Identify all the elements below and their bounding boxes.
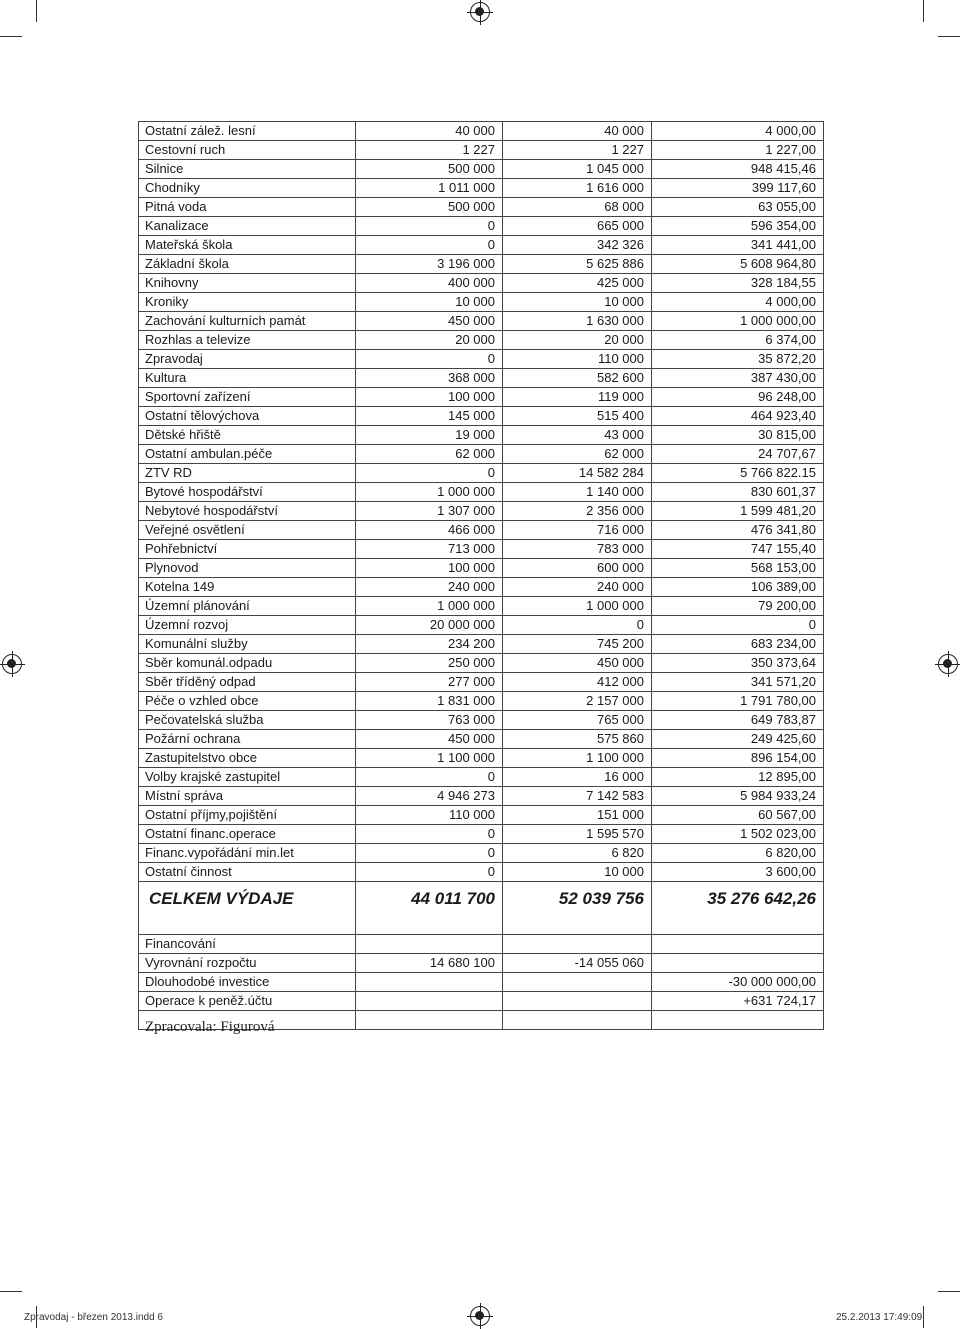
table-row xyxy=(139,217,824,236)
total-row xyxy=(139,882,824,917)
row-label: Zachování kulturních památ xyxy=(139,312,356,331)
actual-spending-cell: 350 373,64 xyxy=(652,654,824,673)
total-section xyxy=(139,882,824,935)
approved-budget-cell: 450 000 xyxy=(356,312,503,331)
actual-spending-cell: 5 984 933,24 xyxy=(652,787,824,806)
crop-mark-bottom-left-h xyxy=(0,1291,22,1292)
approved-budget-cell: 1 307 000 xyxy=(356,502,503,521)
expense-rows xyxy=(139,122,824,882)
actual-spending-cell: 249 425,60 xyxy=(652,730,824,749)
crop-mark-top-left-h xyxy=(0,36,22,37)
row-label: Rozhlas a televize xyxy=(139,331,356,350)
approved-budget-cell: 4 946 273 xyxy=(356,787,503,806)
total-actual: 35 276 642,26 xyxy=(652,882,824,917)
table-row xyxy=(139,540,824,559)
adjusted-budget-cell: 665 000 xyxy=(503,217,652,236)
financing-row xyxy=(139,992,824,1011)
adjusted-budget-cell: 425 000 xyxy=(503,274,652,293)
adjusted-budget-cell: 600 000 xyxy=(503,559,652,578)
row-label: Pečovatelská služba xyxy=(139,711,356,730)
approved-budget-cell: 0 xyxy=(356,863,503,882)
total-approved: 44 011 700 xyxy=(356,882,503,917)
row-label: Pohřebnictví xyxy=(139,540,356,559)
approved-budget-cell: 1 000 000 xyxy=(356,597,503,616)
actual-spending-cell: 649 783,87 xyxy=(652,711,824,730)
table-row xyxy=(139,407,824,426)
prepared-by-credit: Zpracovala: Figurová xyxy=(145,1019,275,1035)
crop-mark-bottom-right-h xyxy=(938,1291,960,1292)
approved-budget-cell: 20 000 000 xyxy=(356,616,503,635)
row-label: Péče o vzhled obce xyxy=(139,692,356,711)
approved-budget-cell: 368 000 xyxy=(356,369,503,388)
row-label: Ostatní tělovýchova xyxy=(139,407,356,426)
actual-spending-cell xyxy=(652,1011,824,1030)
registration-mark-icon xyxy=(2,654,22,674)
approved-budget-cell: 100 000 xyxy=(356,388,503,407)
actual-spending-cell: 1 502 023,00 xyxy=(652,825,824,844)
row-label: Silnice xyxy=(139,160,356,179)
table-row xyxy=(139,654,824,673)
table-row xyxy=(139,160,824,179)
actual-spending-cell: 6 374,00 xyxy=(652,331,824,350)
table-row xyxy=(139,578,824,597)
table-row xyxy=(139,312,824,331)
row-label: Kanalizace xyxy=(139,217,356,236)
actual-spending-cell: 1 000 000,00 xyxy=(652,312,824,331)
table-row xyxy=(139,635,824,654)
row-label: Ostatní zálež. lesní xyxy=(139,122,356,141)
table-row xyxy=(139,502,824,521)
row-label: Komunální služby xyxy=(139,635,356,654)
table-row xyxy=(139,692,824,711)
table-row xyxy=(139,559,824,578)
actual-spending-cell: 341 441,00 xyxy=(652,236,824,255)
approved-budget-cell xyxy=(356,973,503,992)
actual-spending-cell: 399 117,60 xyxy=(652,179,824,198)
adjusted-budget-cell: 1 227 xyxy=(503,141,652,160)
adjusted-budget-cell: 14 582 284 xyxy=(503,464,652,483)
approved-budget-cell: 1 000 000 xyxy=(356,483,503,502)
adjusted-budget-cell: 110 000 xyxy=(503,350,652,369)
actual-spending-cell: +631 724,17 xyxy=(652,992,824,1011)
actual-spending-cell: 4 000,00 xyxy=(652,122,824,141)
table-row xyxy=(139,464,824,483)
footer-file-name: Zpravodaj - březen 2013.indd 6 xyxy=(24,1312,163,1323)
adjusted-budget-cell: 1 595 570 xyxy=(503,825,652,844)
approved-budget-cell: 20 000 xyxy=(356,331,503,350)
table-row xyxy=(139,445,824,464)
crop-mark-top-right-h xyxy=(938,36,960,37)
approved-budget-cell xyxy=(356,1011,503,1030)
table-row xyxy=(139,749,824,768)
actual-spending-cell: 464 923,40 xyxy=(652,407,824,426)
row-label: Územní plánování xyxy=(139,597,356,616)
table-row xyxy=(139,141,824,160)
actual-spending-cell: 568 153,00 xyxy=(652,559,824,578)
table-row xyxy=(139,293,824,312)
adjusted-budget-cell: 40 000 xyxy=(503,122,652,141)
row-label: Základní škola xyxy=(139,255,356,274)
adjusted-budget-cell: 716 000 xyxy=(503,521,652,540)
approved-budget-cell: 0 xyxy=(356,768,503,787)
actual-spending-cell: 60 567,00 xyxy=(652,806,824,825)
actual-spending-cell: 387 430,00 xyxy=(652,369,824,388)
table-row xyxy=(139,483,824,502)
approved-budget-cell: 145 000 xyxy=(356,407,503,426)
actual-spending-cell: 4 000,00 xyxy=(652,293,824,312)
actual-spending-cell: 948 415,46 xyxy=(652,160,824,179)
total-adjusted: 52 039 756 xyxy=(503,882,652,917)
approved-budget-cell: 3 196 000 xyxy=(356,255,503,274)
actual-spending-cell: 6 820,00 xyxy=(652,844,824,863)
actual-spending-cell: 830 601,37 xyxy=(652,483,824,502)
adjusted-budget-cell: 342 326 xyxy=(503,236,652,255)
adjusted-budget-cell: 10 000 xyxy=(503,863,652,882)
table-row xyxy=(139,426,824,445)
approved-budget-cell: 0 xyxy=(356,844,503,863)
row-label: Ostatní ambulan.péče xyxy=(139,445,356,464)
table-row xyxy=(139,825,824,844)
approved-budget-cell: 62 000 xyxy=(356,445,503,464)
registration-mark-icon xyxy=(470,2,490,22)
row-label: Knihovny xyxy=(139,274,356,293)
approved-budget-cell: 14 680 100 xyxy=(356,954,503,973)
table-row xyxy=(139,179,824,198)
adjusted-budget-cell: 1 100 000 xyxy=(503,749,652,768)
row-label: Bytové hospodářství xyxy=(139,483,356,502)
table-row xyxy=(139,198,824,217)
registration-mark-icon xyxy=(470,1306,490,1326)
table-row xyxy=(139,863,824,882)
table-row xyxy=(139,597,824,616)
adjusted-budget-cell: 450 000 xyxy=(503,654,652,673)
adjusted-budget-cell: 745 200 xyxy=(503,635,652,654)
row-label: Cestovní ruch xyxy=(139,141,356,160)
adjusted-budget-cell: 582 600 xyxy=(503,369,652,388)
approved-budget-cell xyxy=(356,992,503,1011)
approved-budget-cell: 500 000 xyxy=(356,198,503,217)
adjusted-budget-cell: 1 045 000 xyxy=(503,160,652,179)
row-label: Volby krajské zastupitel xyxy=(139,768,356,787)
adjusted-budget-cell: 119 000 xyxy=(503,388,652,407)
row-label: Požární ochrana xyxy=(139,730,356,749)
adjusted-budget-cell: 10 000 xyxy=(503,293,652,312)
adjusted-budget-cell: 1 000 000 xyxy=(503,597,652,616)
adjusted-budget-cell: -14 055 060 xyxy=(503,954,652,973)
row-label: Kotelna 149 xyxy=(139,578,356,597)
approved-budget-cell: 240 000 xyxy=(356,578,503,597)
actual-spending-cell: 1 227,00 xyxy=(652,141,824,160)
actual-spending-cell: 683 234,00 xyxy=(652,635,824,654)
adjusted-budget-cell: 16 000 xyxy=(503,768,652,787)
row-label: Ostatní příjmy,pojištění xyxy=(139,806,356,825)
row-label: Kultura xyxy=(139,369,356,388)
approved-budget-cell: 234 200 xyxy=(356,635,503,654)
approved-budget-cell: 400 000 xyxy=(356,274,503,293)
adjusted-budget-cell: 6 820 xyxy=(503,844,652,863)
table-row xyxy=(139,255,824,274)
approved-budget-cell: 0 xyxy=(356,825,503,844)
footer-timestamp: 25.2.2013 17:49:09 xyxy=(836,1312,923,1323)
row-label: Ostatní činnost xyxy=(139,863,356,882)
row-label: Veřejné osvětlení xyxy=(139,521,356,540)
actual-spending-cell: 5 766 822.15 xyxy=(652,464,824,483)
row-label: Dlouhodobé investice xyxy=(139,973,356,992)
actual-spending-cell: 79 200,00 xyxy=(652,597,824,616)
actual-spending-cell: 596 354,00 xyxy=(652,217,824,236)
row-label: Operace k peněž.účtu xyxy=(139,992,356,1011)
approved-budget-cell: 1 831 000 xyxy=(356,692,503,711)
table-row xyxy=(139,350,824,369)
financing-rows xyxy=(139,935,824,1030)
approved-budget-cell: 466 000 xyxy=(356,521,503,540)
crop-mark-top-left-v xyxy=(36,0,37,22)
adjusted-budget-cell: 20 000 xyxy=(503,331,652,350)
actual-spending-cell: 747 155,40 xyxy=(652,540,824,559)
approved-budget-cell: 1 227 xyxy=(356,141,503,160)
actual-spending-cell xyxy=(652,954,824,973)
actual-spending-cell: 1 599 481,20 xyxy=(652,502,824,521)
table-row xyxy=(139,673,824,692)
adjusted-budget-cell xyxy=(503,973,652,992)
row-label: Mateřská škola xyxy=(139,236,356,255)
actual-spending-cell: 0 xyxy=(652,616,824,635)
financing-row xyxy=(139,954,824,973)
adjusted-budget-cell: 1 616 000 xyxy=(503,179,652,198)
registration-mark-icon xyxy=(938,654,958,674)
row-label: Zastupitelstvo obce xyxy=(139,749,356,768)
row-label: Sběr tříděný odpad xyxy=(139,673,356,692)
row-label: Územní rozvoj xyxy=(139,616,356,635)
table-row xyxy=(139,331,824,350)
actual-spending-cell: 1 791 780,00 xyxy=(652,692,824,711)
approved-budget-cell: 1 100 000 xyxy=(356,749,503,768)
actual-spending-cell: 63 055,00 xyxy=(652,198,824,217)
spacer-row xyxy=(139,916,824,935)
approved-budget-cell: 40 000 xyxy=(356,122,503,141)
row-label: Financování xyxy=(139,935,356,954)
table-row xyxy=(139,521,824,540)
actual-spending-cell xyxy=(652,935,824,954)
approved-budget-cell: 713 000 xyxy=(356,540,503,559)
table-row xyxy=(139,806,824,825)
adjusted-budget-cell: 0 xyxy=(503,616,652,635)
approved-budget-cell xyxy=(356,935,503,954)
approved-budget-cell: 100 000 xyxy=(356,559,503,578)
adjusted-budget-cell: 412 000 xyxy=(503,673,652,692)
adjusted-budget-cell: 62 000 xyxy=(503,445,652,464)
table-row xyxy=(139,236,824,255)
approved-budget-cell: 0 xyxy=(356,464,503,483)
adjusted-budget-cell: 7 142 583 xyxy=(503,787,652,806)
approved-budget-cell: 450 000 xyxy=(356,730,503,749)
row-label: Ostatní financ.operace xyxy=(139,825,356,844)
approved-budget-cell: 110 000 xyxy=(356,806,503,825)
adjusted-budget-cell: 2 356 000 xyxy=(503,502,652,521)
actual-spending-cell: 5 608 964,80 xyxy=(652,255,824,274)
adjusted-budget-cell: 515 400 xyxy=(503,407,652,426)
actual-spending-cell: 12 895,00 xyxy=(652,768,824,787)
approved-budget-cell: 0 xyxy=(356,350,503,369)
table-row xyxy=(139,768,824,787)
financing-row xyxy=(139,935,824,954)
row-label: Sběr komunál.odpadu xyxy=(139,654,356,673)
approved-budget-cell: 0 xyxy=(356,217,503,236)
approved-budget-cell: 19 000 xyxy=(356,426,503,445)
row-label: Financ.vypořádání min.let xyxy=(139,844,356,863)
actual-spending-cell: 896 154,00 xyxy=(652,749,824,768)
actual-spending-cell: 96 248,00 xyxy=(652,388,824,407)
adjusted-budget-cell: 783 000 xyxy=(503,540,652,559)
table-row xyxy=(139,787,824,806)
table-row xyxy=(139,274,824,293)
approved-budget-cell: 500 000 xyxy=(356,160,503,179)
row-label: Sportovní zařízení xyxy=(139,388,356,407)
adjusted-budget-cell: 5 625 886 xyxy=(503,255,652,274)
crop-mark-top-right-v xyxy=(923,0,924,22)
actual-spending-cell: 35 872,20 xyxy=(652,350,824,369)
row-label: Nebytové hospodářství xyxy=(139,502,356,521)
table-row xyxy=(139,388,824,407)
actual-spending-cell: -30 000 000,00 xyxy=(652,973,824,992)
table-row xyxy=(139,616,824,635)
approved-budget-cell: 1 011 000 xyxy=(356,179,503,198)
crop-mark-bottom-right-v xyxy=(923,1306,924,1328)
adjusted-budget-cell: 68 000 xyxy=(503,198,652,217)
approved-budget-cell: 763 000 xyxy=(356,711,503,730)
total-label: CELKEM VÝDAJE xyxy=(139,882,356,917)
row-label: Chodníky xyxy=(139,179,356,198)
table-row xyxy=(139,711,824,730)
adjusted-budget-cell xyxy=(503,992,652,1011)
actual-spending-cell: 341 571,20 xyxy=(652,673,824,692)
table-row xyxy=(139,122,824,141)
approved-budget-cell: 250 000 xyxy=(356,654,503,673)
adjusted-budget-cell: 765 000 xyxy=(503,711,652,730)
row-label: Vyrovnání rozpočtu xyxy=(139,954,356,973)
row-label: Místní správa xyxy=(139,787,356,806)
budget-expense-table xyxy=(138,121,824,1030)
approved-budget-cell: 0 xyxy=(356,236,503,255)
row-label: Dětské hřiště xyxy=(139,426,356,445)
adjusted-budget-cell: 240 000 xyxy=(503,578,652,597)
actual-spending-cell: 106 389,00 xyxy=(652,578,824,597)
actual-spending-cell: 30 815,00 xyxy=(652,426,824,445)
table-row xyxy=(139,369,824,388)
actual-spending-cell: 328 184,55 xyxy=(652,274,824,293)
adjusted-budget-cell: 2 157 000 xyxy=(503,692,652,711)
adjusted-budget-cell: 43 000 xyxy=(503,426,652,445)
adjusted-budget-cell: 575 860 xyxy=(503,730,652,749)
table-row xyxy=(139,844,824,863)
actual-spending-cell: 476 341,80 xyxy=(652,521,824,540)
approved-budget-cell: 277 000 xyxy=(356,673,503,692)
row-label: Plynovod xyxy=(139,559,356,578)
row-label: ZTV RD xyxy=(139,464,356,483)
adjusted-budget-cell xyxy=(503,935,652,954)
table-row xyxy=(139,730,824,749)
financing-row xyxy=(139,973,824,992)
row-label: Zpravodaj xyxy=(139,350,356,369)
adjusted-budget-cell: 1 630 000 xyxy=(503,312,652,331)
actual-spending-cell: 24 707,67 xyxy=(652,445,824,464)
approved-budget-cell: 10 000 xyxy=(356,293,503,312)
adjusted-budget-cell: 1 140 000 xyxy=(503,483,652,502)
adjusted-budget-cell xyxy=(503,1011,652,1030)
adjusted-budget-cell: 151 000 xyxy=(503,806,652,825)
row-label: Kroniky xyxy=(139,293,356,312)
row-label: Pitná voda xyxy=(139,198,356,217)
actual-spending-cell: 3 600,00 xyxy=(652,863,824,882)
